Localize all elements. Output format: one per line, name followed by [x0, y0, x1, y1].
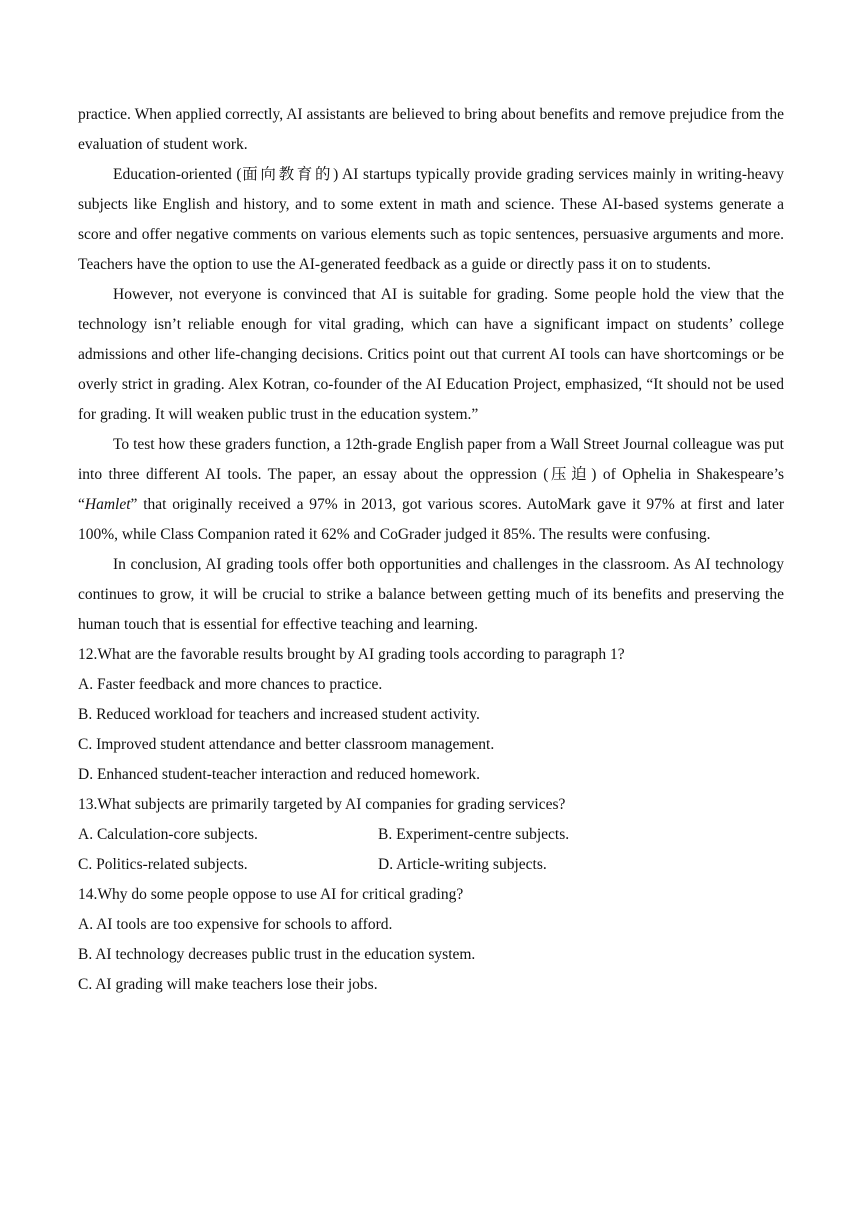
question-13-options-row-2 — [78, 850, 784, 880]
paragraph-2 — [78, 160, 784, 280]
question-13-option-b: B. Experiment-centre subjects. — [378, 826, 570, 843]
question-12-stem: 12.What are the favorable results brought by AI grading tools according to paragraph 1? — [78, 646, 625, 663]
question-14-option-a: A. AI tools are too expensive for schools to afford. — [78, 916, 393, 933]
paragraph-4-part-a: To test how these graders function, a 12th-grade English paper from a Wall Street Journal colleague was put into three different AI tools. The paper, an essay about the oppression ( — [78, 436, 784, 483]
question-13-option-d: D. Article-writing subjects. — [378, 856, 547, 873]
paragraph-4-part-b: ) of Ophelia in Shakespeare’s “ — [78, 466, 784, 513]
paragraph-5: In conclusion, AI grading tools offer both opportunities and challenges in the classroom. As AI technology continues to grow, it will be crucial to strike a balance between getting much of its benefits and preserving the human touch that is essential for effective teaching and learning. — [78, 556, 784, 633]
document-page — [78, 100, 784, 1000]
question-12-option-b: B. Reduced workload for teachers and increased student activity. — [78, 706, 480, 723]
paragraph-2-part-a: Education-oriented ( — [113, 166, 242, 183]
question-12-option-d: D. Enhanced student-teacher interaction and reduced homework. — [78, 766, 480, 783]
question-13-stem: 13.What subjects are primarily targeted by AI companies for grading services? — [78, 796, 566, 813]
paragraph-4 — [78, 430, 784, 550]
paragraph-2-part-b: ) AI startups typically provide grading services mainly in writing-heavy subjects like English and history, and to some extent in math and science. These AI-based systems generate a score and offer negative comments on various elements such as topic sentences, persuasive arguments and more. Teachers have the option to use the AI-generated feedback as a guide or directly pass it on to students. — [78, 166, 784, 273]
question-14-stem: 14.Why do some people oppose to use AI for critical grading? — [78, 886, 464, 903]
question-13-option-a: A. Calculation-core subjects. — [78, 826, 258, 843]
question-12-option-c: C. Improved student attendance and better classroom management. — [78, 736, 495, 753]
question-13-options-row-1 — [78, 820, 784, 850]
question-14-option-c: C. AI grading will make teachers lose their jobs. — [78, 976, 378, 993]
paragraph-4-part-c: ” that originally received a 97% in 2013, got various scores. AutoMark gave it 97% at first and later 100%, while Class Companion rated it 62% and CoGrader judged it 85%. The results were confusing. — [78, 496, 784, 543]
question-14-option-b: B. AI technology decreases public trust in the education system. — [78, 946, 476, 963]
question-13-option-c: C. Politics-related subjects. — [78, 856, 248, 873]
question-12-option-a: A. Faster feedback and more chances to practice. — [78, 676, 383, 693]
chinese-gloss-education-oriented: 面向教育的 — [241, 166, 334, 183]
chinese-gloss-oppression: 压迫 — [548, 466, 592, 483]
paragraph-3: However, not everyone is convinced that AI is suitable for grading. Some people hold the view that the technology isn’t reliable enough for vital grading, which can have a significant impact on students’ college admissions and other life-changing decisions. Critics point out that current AI tools can have shortcomings or be overly strict in grading. Alex Kotran, co-founder of the AI Education Project, emphasized, “It should not be used for grading. It will weaken public trust in the education system.” — [78, 286, 784, 423]
paragraph-1-continuation: practice. When applied correctly, AI assistants are believed to bring about benefits and remove prejudice from the evaluation of student work. — [78, 106, 784, 153]
hamlet-title: Hamlet — [84, 496, 131, 513]
